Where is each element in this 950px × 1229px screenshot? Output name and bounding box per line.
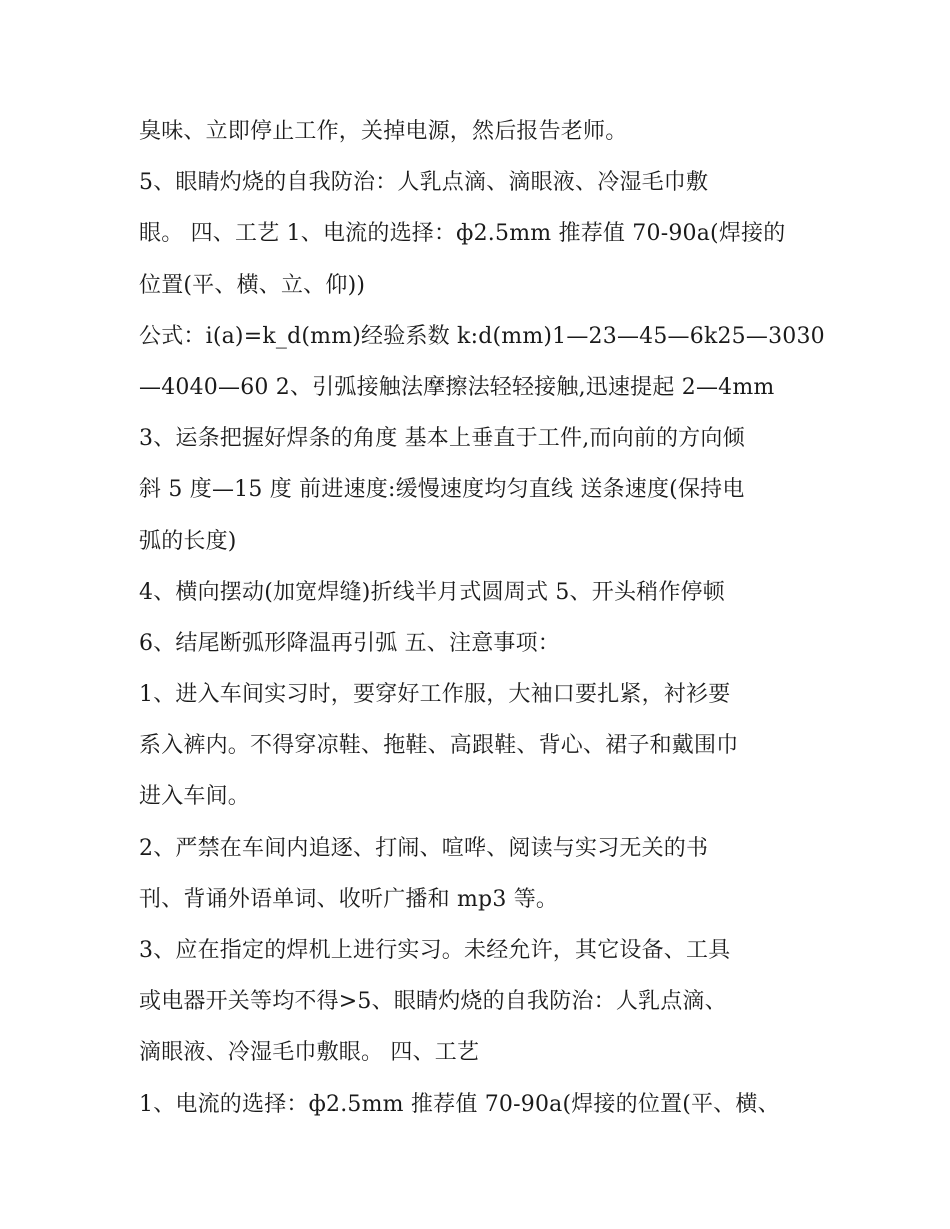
- text-line: 滴眼液、冷湿毛巾敷眼。 四、工艺: [139, 1040, 480, 1066]
- text-line: 系入裤内。不得穿凉鞋、拖鞋、高跟鞋、背心、裙子和戴围巾: [139, 733, 739, 759]
- text-line: 进入车间。: [139, 784, 251, 810]
- text-line: 5、眼睛灼烧的自我防治：人乳点滴、滴眼液、冷湿毛巾敷: [139, 170, 709, 196]
- text-line: 6、结尾断弧形降温再引弧 五、注意事项：: [139, 630, 560, 656]
- text-line: 眼。 四、工艺 1、电流的选择：ф2.5mm 推荐值 70-90a(焊接的: [139, 221, 786, 247]
- text-line: 位置(平、横、立、仰)): [139, 272, 366, 298]
- text-line: 1、电流的选择：ф2.5mm 推荐值 70-90a(焊接的位置(平、横、: [139, 1091, 780, 1117]
- text-line: 3、应在指定的焊机上进行实习。未经允许，其它设备、工具: [139, 938, 731, 963]
- text-line: 4、横向摆动(加宽焊缝)折线半月式圆周式 5、开头稍作停顿: [139, 579, 725, 605]
- text-line: 斜 5 度—15 度 前进速度:缓慢速度均匀直线 送条速度(保持电: [139, 477, 745, 503]
- text-line: 1、进入车间实习时，要穿好工作服，大袖口要扎紧，衬衫要: [139, 682, 731, 708]
- text-line: 弧的长度): [139, 528, 237, 554]
- text-line: 公式：i(a)=k_d(mm)经验系数 k:d(mm)1—23—45—6k25—3030: [139, 323, 825, 349]
- text-line: 臭味、立即停止工作，关掉电源，然后报告老师。: [139, 119, 628, 144]
- text-line: 2、严禁在车间内追逐、打闹、喧哗、阅读与实习无关的书: [139, 835, 709, 861]
- text-line: —4040—60 2、引弧接触法摩擦法轻轻接触,迅速提起 2—4mm: [139, 374, 775, 400]
- body-text: [139, 106, 825, 1130]
- text-line: 3、运条把握好焊条的角度 基本上垂直于工件,而向前的方向倾: [139, 426, 745, 452]
- text-line: 或电器开关等均不得>5、眼睛灼烧的自我防治：人乳点滴、: [139, 989, 727, 1015]
- text-line: 刊、背诵外语单词、收听广播和 mp3 等。: [139, 886, 559, 912]
